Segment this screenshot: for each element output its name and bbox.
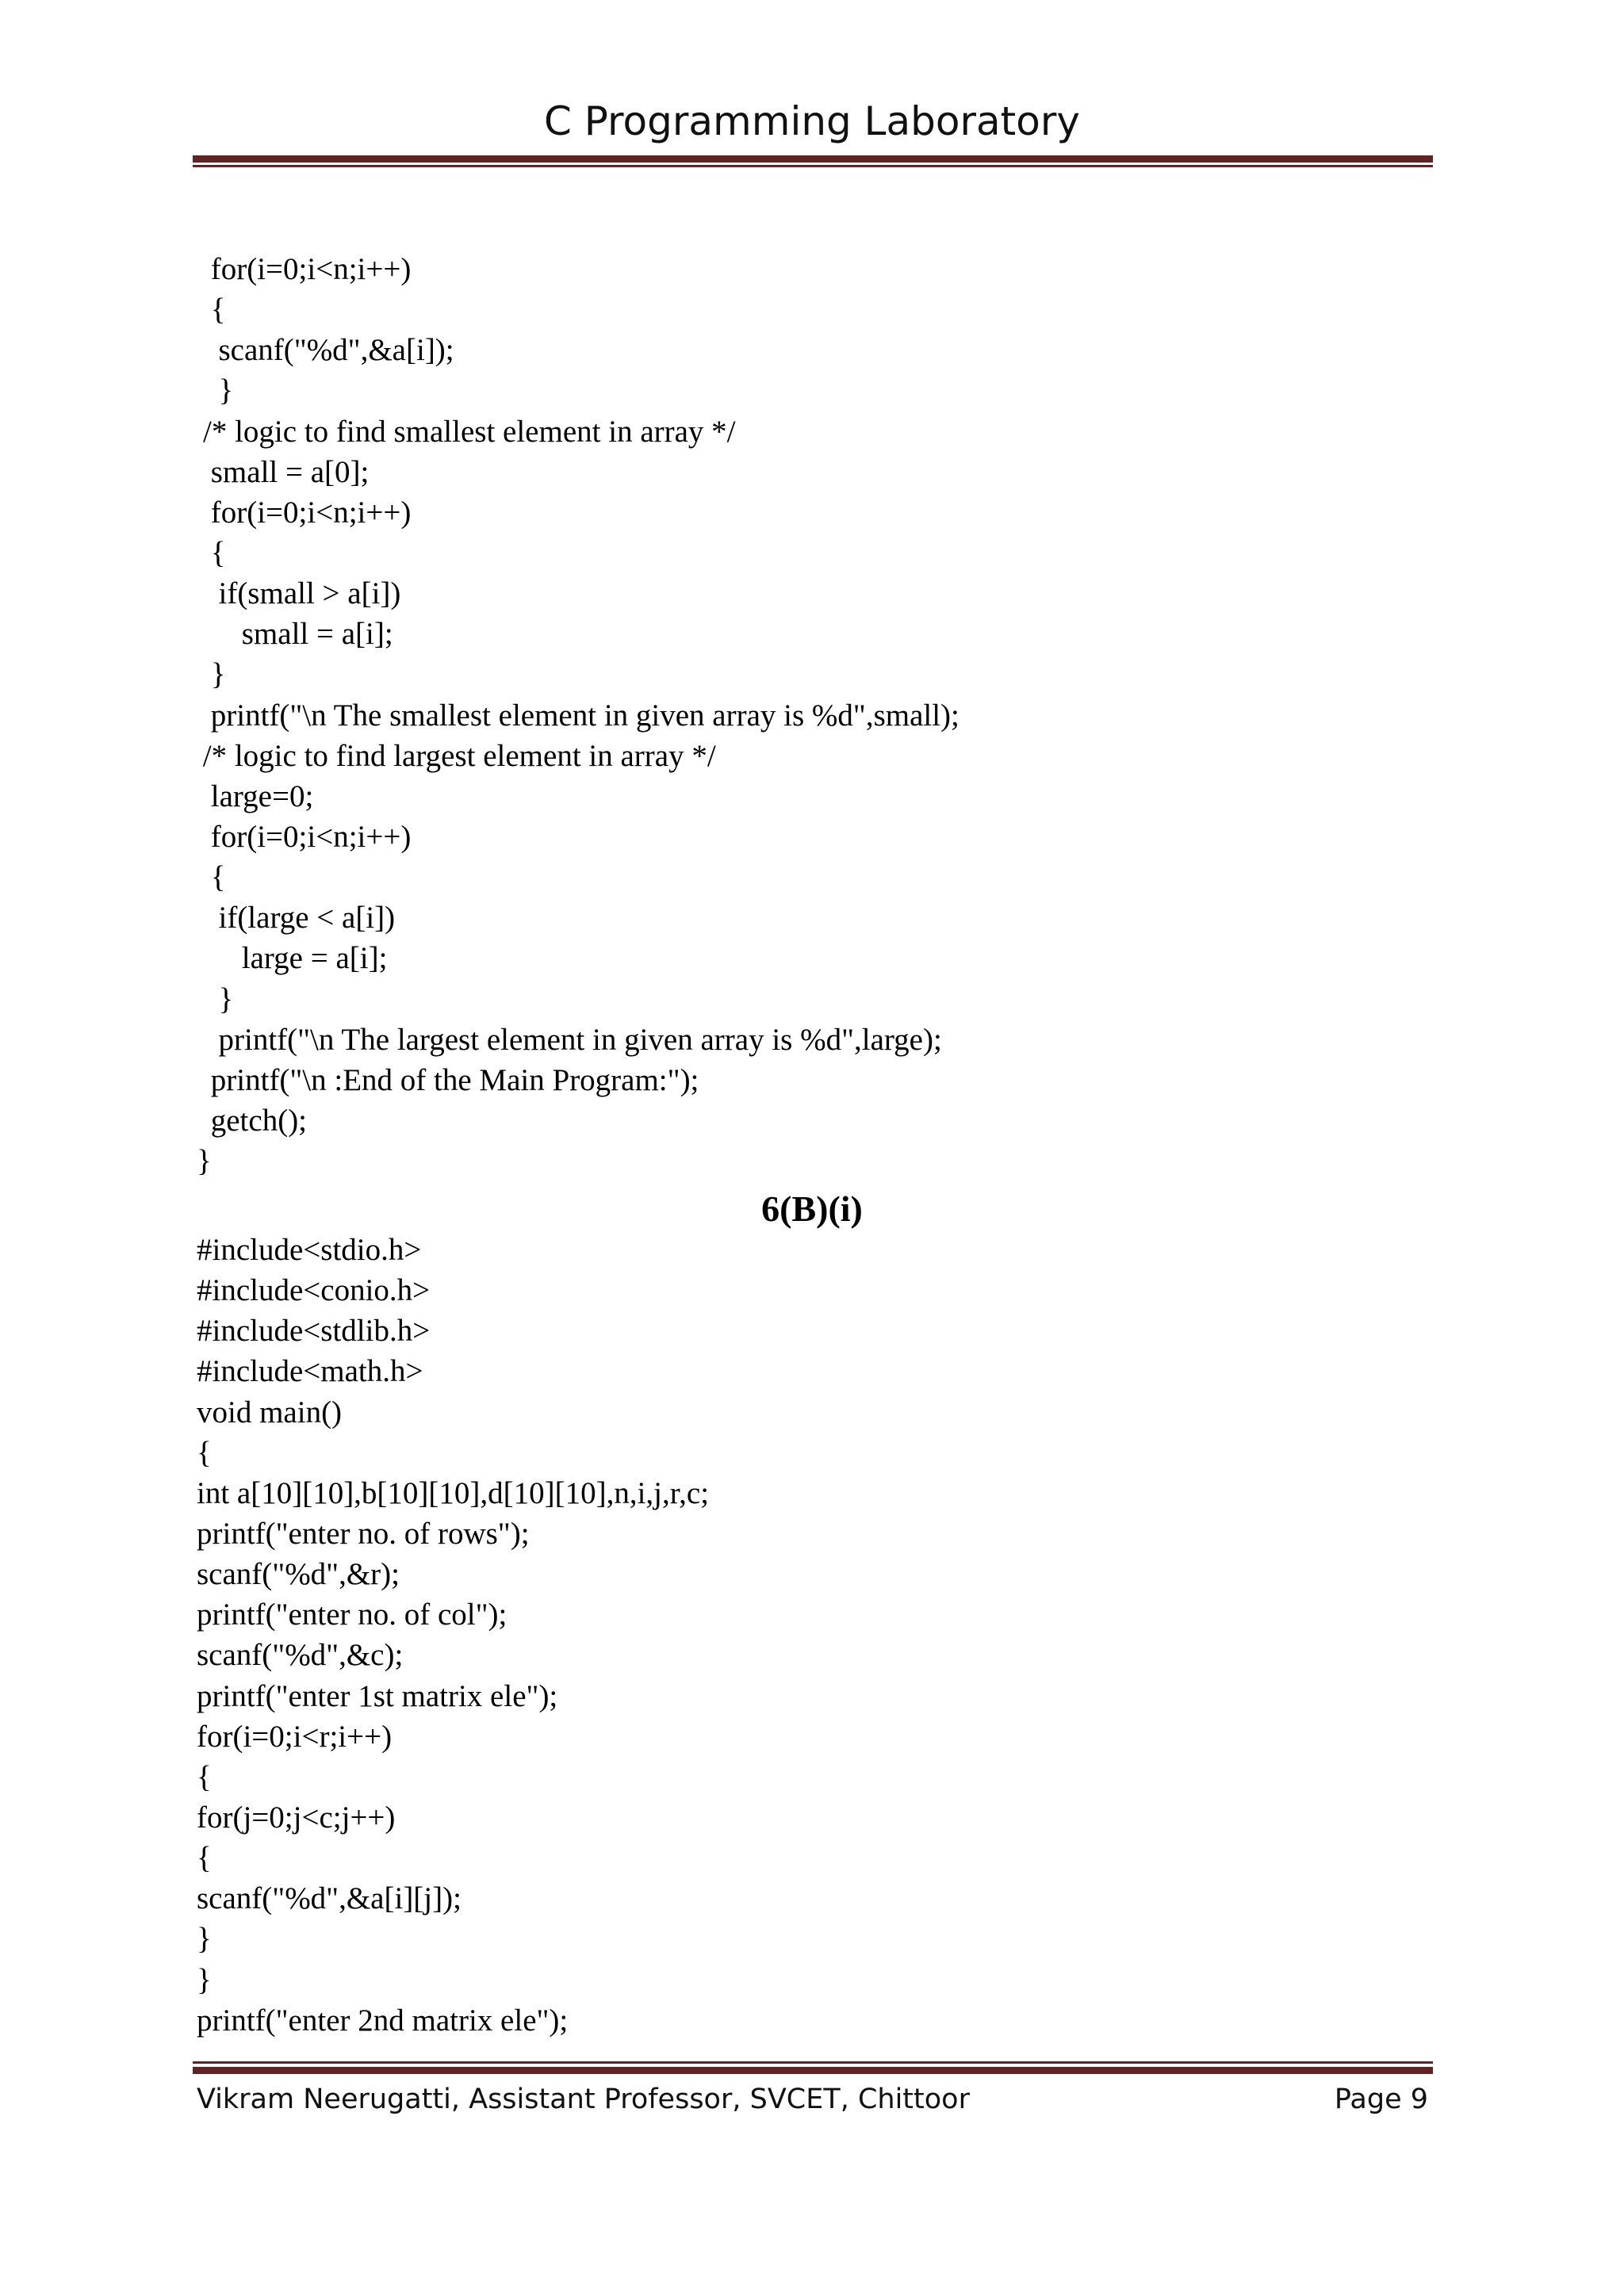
code-line: /* logic to find smallest element in array */ bbox=[203, 415, 736, 449]
code-line: printf("enter 2nd matrix ele"); bbox=[197, 2003, 569, 2038]
code-line: scanf("%d",&a[i]); bbox=[203, 333, 454, 367]
code-line: } bbox=[197, 1144, 212, 1178]
footer-author: Vikram Neerugatti, Assistant Professor, SVCET, Chittoor bbox=[197, 2084, 970, 2115]
code-line: for(i=0;i<n;i++) bbox=[203, 252, 412, 286]
code-line: int a[10][10],b[10][10],d[10][10],n,i,j,r,c; bbox=[197, 1476, 710, 1510]
code-line: #include<conio.h> bbox=[197, 1273, 431, 1307]
code-line: for(j=0;j<c;j++) bbox=[197, 1800, 396, 1835]
code-line: scanf("%d",&a[i][j]); bbox=[197, 1881, 462, 1915]
code-line: if(large < a[i]) bbox=[203, 901, 396, 935]
code-line: #include<stdlib.h> bbox=[197, 1314, 431, 1348]
code-line: { bbox=[203, 860, 226, 894]
code-line: void main() bbox=[197, 1395, 343, 1429]
code-line: getch(); bbox=[203, 1104, 308, 1138]
code-line: printf("\n The smallest element in given array is %d",small); bbox=[203, 698, 959, 733]
code-line: for(i=0;i<n;i++) bbox=[203, 820, 412, 854]
code-line: } bbox=[203, 373, 234, 408]
code-line: printf("\n :End of the Main Program:"); bbox=[203, 1063, 699, 1097]
code-line: scanf("%d",&c); bbox=[197, 1638, 404, 1672]
page-header-title: C Programming Laboratory bbox=[543, 98, 1081, 144]
code-line: } bbox=[197, 1963, 212, 1997]
code-line: printf("enter 1st matrix ele"); bbox=[197, 1679, 558, 1713]
code-line: large = a[i]; bbox=[203, 941, 388, 975]
header-rule-thin bbox=[193, 165, 1433, 167]
code-line: printf("\n The largest element in given array is %d",large); bbox=[203, 1023, 942, 1057]
footer-rule-thin bbox=[193, 2061, 1433, 2064]
header-rule-thick bbox=[193, 155, 1433, 163]
code-line: #include<math.h> bbox=[197, 1354, 423, 1388]
code-line: } bbox=[203, 657, 226, 691]
code-line: #include<stdio.h> bbox=[197, 1233, 422, 1267]
footer-page-number: Page 9 bbox=[1334, 2084, 1428, 2115]
footer-rule-thick bbox=[193, 2067, 1433, 2074]
code-line: for(i=0;i<n;i++) bbox=[203, 496, 412, 530]
code-line: { bbox=[203, 293, 226, 327]
code-line: small = a[0]; bbox=[203, 455, 370, 489]
code-line: printf("enter no. of col"); bbox=[197, 1598, 508, 1632]
code-line: { bbox=[197, 1841, 212, 1875]
code-line: { bbox=[197, 1436, 212, 1470]
code-line: if(small > a[i]) bbox=[203, 576, 401, 610]
code-line: printf("enter no. of rows"); bbox=[197, 1517, 530, 1551]
code-line: } bbox=[197, 1922, 212, 1956]
code-line: large=0; bbox=[203, 779, 314, 813]
code-line: } bbox=[203, 982, 234, 1016]
code-line: { bbox=[203, 536, 226, 570]
section-heading: 6(B)(i) bbox=[761, 1188, 863, 1229]
code-line: for(i=0;i<r;i++) bbox=[197, 1720, 393, 1754]
code-line: scanf("%d",&r); bbox=[197, 1557, 400, 1591]
code-line: small = a[i]; bbox=[203, 617, 393, 651]
code-line: { bbox=[197, 1760, 212, 1794]
code-line: /* logic to find largest element in array */ bbox=[195, 739, 716, 773]
